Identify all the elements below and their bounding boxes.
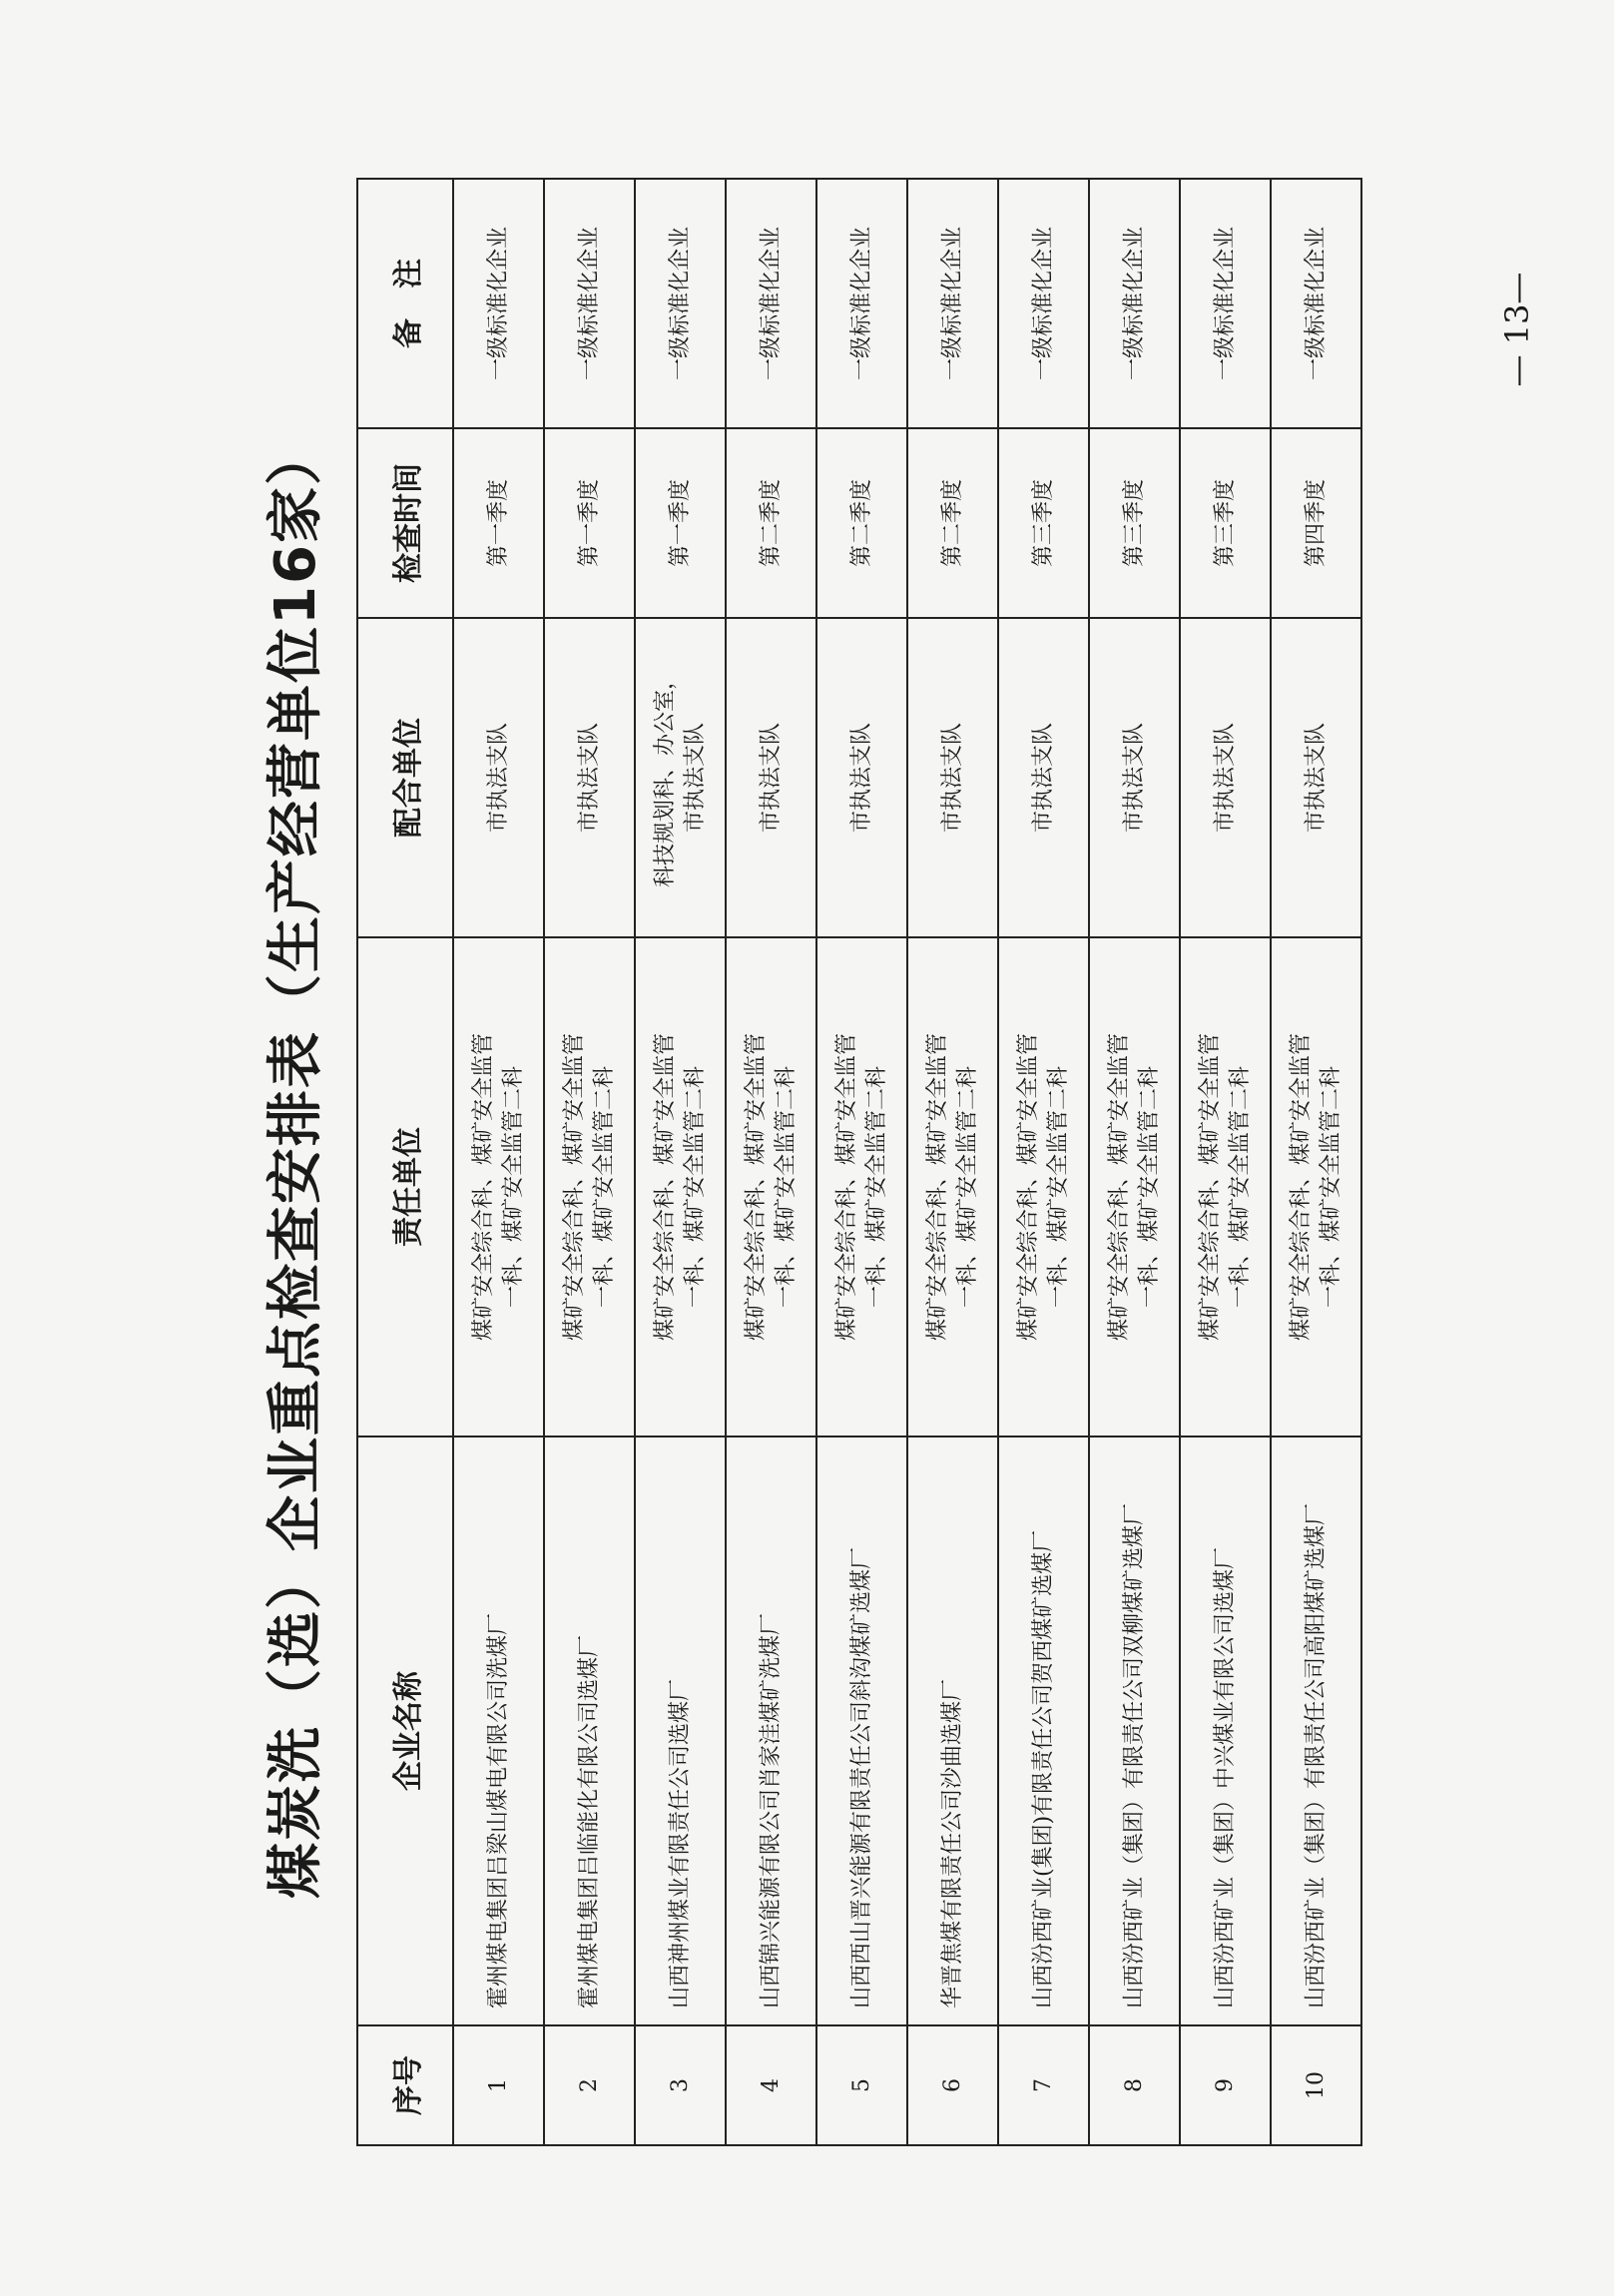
cooperating-line-1: 市执法支队 — [485, 723, 511, 834]
responsible-line-1: 煤矿安全综合科、煤矿安全监管 — [743, 1033, 769, 1342]
cell-company: 山西汾西矿业（集团）有限责任公司高阳煤矿选煤厂 — [1271, 1436, 1361, 2025]
cell-company: 霍州煤电集团吕梁山煤电有限公司洗煤厂 — [453, 1436, 544, 2025]
schedule-sheet — [227, 180, 1364, 2146]
cell-cooperating — [453, 618, 544, 937]
cooperating-line-1: 市执法支队 — [1030, 723, 1056, 834]
header-remarks: 备 注 — [357, 179, 453, 428]
cell-seq: 9 — [1180, 2025, 1271, 2145]
cell-company: 山西西山晋兴能源有限责任公司斜沟煤矿选煤厂 — [816, 1436, 907, 2025]
cell-responsible — [1180, 937, 1271, 1436]
cell-time: 第一季度 — [544, 428, 635, 618]
responsible-line-2: 一科、煤矿安全监管二科 — [1318, 1066, 1344, 1309]
header-responsible: 责任单位 — [357, 937, 453, 1436]
cell-seq: 7 — [998, 2025, 1089, 2145]
header-company: 企业名称 — [357, 1436, 453, 2025]
cooperating-line-1: 市执法支队 — [848, 723, 874, 834]
cell-company: 山西汾西矿业(集团)有限责任公司贺西煤矿选煤厂 — [998, 1436, 1089, 2025]
table-row — [998, 179, 1089, 2145]
cell-company: 霍州煤电集团吕临能化有限公司选煤厂 — [544, 1436, 635, 2025]
responsible-line-2: 一科、煤矿安全监管二科 — [954, 1066, 980, 1309]
cell-remarks: 一级标准化企业 — [544, 179, 635, 428]
responsible-line-1: 煤矿安全综合科、煤矿安全监管 — [833, 1033, 859, 1342]
cell-cooperating — [998, 618, 1089, 937]
cell-time: 第二季度 — [907, 428, 998, 618]
page-number: — 13— — [1498, 272, 1536, 387]
cell-time: 第二季度 — [726, 428, 816, 618]
cooperating-line-1: 市执法支队 — [939, 723, 965, 834]
table-row — [907, 179, 998, 2145]
cell-time: 第一季度 — [453, 428, 544, 618]
responsible-line-1: 煤矿安全综合科、煤矿安全监管 — [652, 1033, 678, 1342]
cell-remarks: 一级标准化企业 — [907, 179, 998, 428]
cell-responsible — [1271, 937, 1361, 1436]
cooperating-line-2: 市执法支队 — [682, 723, 708, 834]
responsible-line-2: 一科、煤矿安全监管二科 — [773, 1066, 799, 1309]
cell-responsible — [453, 937, 544, 1436]
cooperating-line-1: 市执法支队 — [1121, 723, 1147, 834]
cooperating-line-1: 市执法支队 — [1303, 723, 1329, 834]
cooperating-line-1: 市执法支队 — [576, 723, 602, 834]
cell-cooperating — [1180, 618, 1271, 937]
responsible-line-2: 一科、煤矿安全监管二科 — [591, 1066, 617, 1309]
cell-time: 第一季度 — [635, 428, 726, 618]
responsible-line-1: 煤矿安全综合科、煤矿安全监管 — [924, 1033, 950, 1342]
cell-time: 第三季度 — [998, 428, 1089, 618]
cooperating-line-1: 科技规划科、办公室， — [652, 668, 678, 888]
cell-cooperating — [544, 618, 635, 937]
responsible-line-2: 一科、煤矿安全监管二科 — [682, 1066, 708, 1309]
cell-time: 第三季度 — [1180, 428, 1271, 618]
cell-remarks: 一级标准化企业 — [1271, 179, 1361, 428]
table-row — [726, 179, 816, 2145]
cell-company: 山西汾西矿业（集团）有限责任公司双柳煤矿选煤厂 — [1089, 1436, 1180, 2025]
cell-remarks: 一级标准化企业 — [1180, 179, 1271, 428]
cell-seq: 5 — [816, 2025, 907, 2145]
cell-cooperating — [726, 618, 816, 937]
cell-company: 山西锦兴能源有限公司肖家洼煤矿洗煤厂 — [726, 1436, 816, 2025]
cell-remarks: 一级标准化企业 — [1089, 179, 1180, 428]
cell-seq: 2 — [544, 2025, 635, 2145]
responsible-line-2: 一科、煤矿安全监管二科 — [1227, 1066, 1253, 1309]
cell-time: 第二季度 — [816, 428, 907, 618]
cell-seq: 4 — [726, 2025, 816, 2145]
cell-time: 第三季度 — [1089, 428, 1180, 618]
header-seq: 序号 — [357, 2025, 453, 2145]
table-row — [544, 179, 635, 2145]
responsible-line-1: 煤矿安全综合科、煤矿安全监管 — [470, 1033, 496, 1342]
cell-cooperating — [635, 618, 726, 937]
cell-remarks: 一级标准化企业 — [453, 179, 544, 428]
cell-company: 山西汾西矿业（集团）中兴煤业有限公司选煤厂 — [1180, 1436, 1271, 2025]
responsible-line-1: 煤矿安全综合科、煤矿安全监管 — [1106, 1033, 1132, 1342]
cell-company: 山西神州煤业有限责任公司选煤厂 — [635, 1436, 726, 2025]
responsible-line-1: 煤矿安全综合科、煤矿安全监管 — [1015, 1033, 1041, 1342]
responsible-line-1: 煤矿安全综合科、煤矿安全监管 — [1288, 1033, 1314, 1342]
cell-remarks: 一级标准化企业 — [726, 179, 816, 428]
header-cooperating: 配合单位 — [357, 618, 453, 937]
cell-company: 华晋焦煤有限责任公司沙曲选煤厂 — [907, 1436, 998, 2025]
cell-responsible — [1089, 937, 1180, 1436]
table-row — [816, 179, 907, 2145]
cell-time: 第四季度 — [1271, 428, 1361, 618]
cell-seq: 10 — [1271, 2025, 1361, 2145]
responsible-line-2: 一科、煤矿安全监管二科 — [863, 1066, 889, 1309]
table-row — [1271, 179, 1361, 2145]
cell-cooperating — [1089, 618, 1180, 937]
cell-seq: 3 — [635, 2025, 726, 2145]
cell-seq: 8 — [1089, 2025, 1180, 2145]
cell-cooperating — [907, 618, 998, 937]
cell-responsible — [816, 937, 907, 1436]
table-row — [635, 179, 726, 2145]
responsible-line-2: 一科、煤矿安全监管二科 — [1045, 1066, 1071, 1309]
table-row — [1089, 179, 1180, 2145]
table-row — [453, 179, 544, 2145]
document-title: 煤炭洗（选）企业重点检查安排表（生产经营单位16家） — [264, 427, 328, 1899]
header-time: 检查时间 — [357, 428, 453, 618]
cell-responsible — [726, 937, 816, 1436]
cell-cooperating — [1271, 618, 1361, 937]
cell-seq: 6 — [907, 2025, 998, 2145]
cell-responsible — [998, 937, 1089, 1436]
responsible-line-2: 一科、煤矿安全监管二科 — [500, 1066, 526, 1309]
inspection-table — [356, 178, 1362, 2146]
cell-remarks: 一级标准化企业 — [635, 179, 726, 428]
cell-remarks: 一级标准化企业 — [816, 179, 907, 428]
cooperating-line-1: 市执法支队 — [758, 723, 784, 834]
cooperating-line-1: 市执法支队 — [1212, 723, 1238, 834]
responsible-line-1: 煤矿安全综合科、煤矿安全监管 — [1197, 1033, 1223, 1342]
cell-cooperating — [816, 618, 907, 937]
cell-responsible — [907, 937, 998, 1436]
cell-responsible — [544, 937, 635, 1436]
responsible-line-1: 煤矿安全综合科、煤矿安全监管 — [561, 1033, 587, 1342]
table-header-row — [357, 179, 453, 2145]
responsible-line-2: 一科、煤矿安全监管二科 — [1136, 1066, 1162, 1309]
cell-remarks: 一级标准化企业 — [998, 179, 1089, 428]
cell-seq: 1 — [453, 2025, 544, 2145]
cell-responsible — [635, 937, 726, 1436]
table-row — [1180, 179, 1271, 2145]
